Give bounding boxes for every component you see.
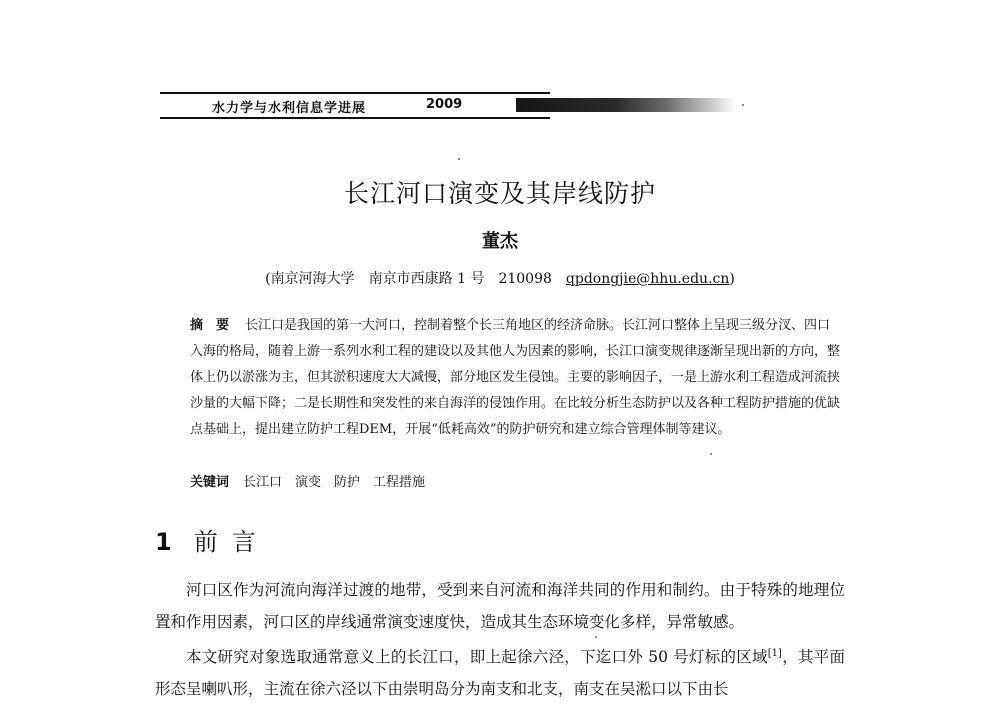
author-name: 董杰 — [482, 231, 518, 252]
affiliation-address: (南京河海大学 南京市西康路 1 号 210098 — [265, 271, 566, 287]
section-title: 前言 — [193, 528, 270, 556]
paragraph-2 — [155, 638, 845, 705]
paper-title: 长江河口演变及其岸线防护 — [343, 179, 656, 208]
keywords-label: 关键词 — [190, 475, 230, 490]
abstract-label: 摘 要 — [190, 318, 230, 333]
citation-ref[interactable]: [1] — [767, 648, 782, 659]
scan-speck — [742, 104, 744, 106]
scan-speck — [710, 453, 712, 455]
keywords-text: 长江口 演变 防护 工程措施 — [243, 475, 426, 490]
journal-year: 2009 — [426, 97, 463, 112]
abstract-text: 长江口是我国的第一大河口，控制着整个长三角地区的经济命脉。长江河口整体上呈现三级分汊、四口入海的格局，随着上游一系列水利工程的建设以及其他人为因素的影响，长江口演变规律逐渐呈现出新的方向，整体上仍以淤涨为主，但其淤积速度大大减慢，部分地区发生侵蚀。主要的影响因子，一是上游水利工程造成河流挟沙量的大幅下降；二是长期性和突发性的来自海洋的侵蚀作用。在比较分析生态防护以及各种工程防护措施的优缺点基础上，提出建立防护工程DEM，开展“低耗高效”的防护研究和建立综合管理体制等建议。 — [190, 318, 841, 437]
section-number: 1 — [155, 528, 172, 556]
scan-speck — [458, 158, 460, 160]
paragraph-2-text: 本文研究对象选取通常意义上的长江口，即上起徐六泾，下迄口外 50 号灯标的区域 — [186, 648, 768, 667]
journal-name: 水力学与水利信息学进展 — [212, 101, 367, 116]
author-email[interactable]: qpdongjie@hhu.edu.cn — [565, 271, 730, 287]
header-banner-graphic — [516, 98, 736, 112]
body-text — [155, 574, 845, 705]
paragraph-2-continued: ，其平面形态呈喇叭形，主流在徐六泾以下由崇明岛分为南支和北支，南支在吴淞口以下由长 — [155, 648, 845, 699]
header-rule-top — [160, 92, 550, 94]
header-rule-bottom — [160, 117, 550, 119]
affiliation — [0, 268, 1000, 288]
keywords — [190, 471, 425, 490]
abstract — [190, 313, 842, 443]
section-heading — [155, 522, 270, 557]
paragraph-1: 河口区作为河流向海洋过渡的地带，受到来自河流和海洋共同的作用和制约。由于特殊的地理位置和作用因素，河口区的岸线通常演变速度快，造成其生态环境变化多样，异常敏感。 — [155, 581, 845, 631]
affiliation-close: ) — [729, 271, 735, 287]
